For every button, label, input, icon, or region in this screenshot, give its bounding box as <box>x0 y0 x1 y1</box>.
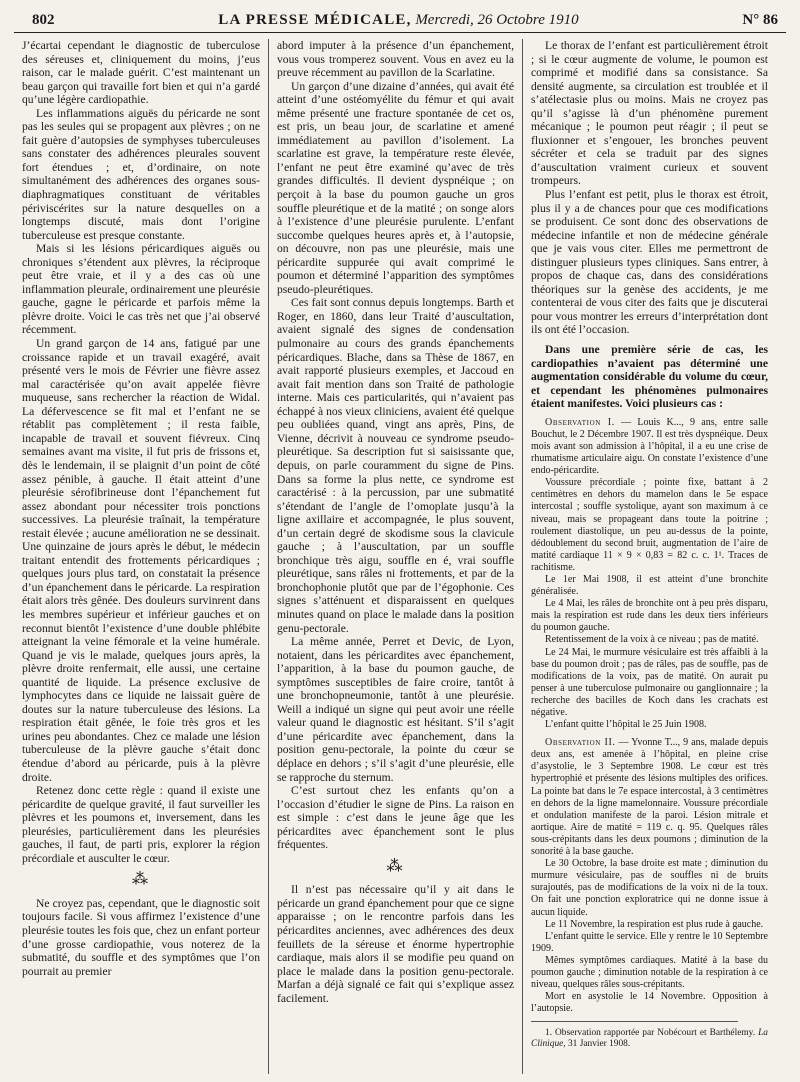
footnote <box>531 1028 768 1050</box>
paragraph: La même année, Perret et Devic, de Lyon, notaient, dans les péricardites avec épanchement, l’apparition, à la base du poumon gauche, de symptômes susceptibles de faire croire, tantôt à une bronchopneumonie, tantôt à une pleurésie. Weill a indiqué un signe qui peut avoir une réelle valeur quand le diagnostic est hésitant. S’il s’agit d’une péricardite avec épanchement, dans la position genu-pectorale, la pointe du cœur se déplace en dehors ; s’il s’agit d’une pleurésie, elle se rapproche du sternum. <box>277 635 514 784</box>
paragraph: Ne croyez pas, cependant, que le diagnostic soit toujours facile. Si vous affirmez l’existence d’une pleurésie toutes les fois que, chez un enfant porteur d’une grosse cardiopathie, vous noterez de la submatité, du souffle et des symptômes que l’on pourrait au premier <box>22 896 260 978</box>
section-separator: ⁂ <box>386 857 405 875</box>
observation-paragraph: Le 30 Octobre, la base droite est mate ; diminution du murmure vésiculaire, pas de souffles ni de bruits surajoutés, pas de modifications de la voix ni de la toux. On fait une ponction exploratrice qui ne donne issue à aucun liquide. <box>531 858 768 918</box>
paragraph: Retenez donc cette règle : quand il existe une péricardite de quelque gravité, il faut surveiller les plèvres et les poumons et, inversement, dans les pleurésies, particulièrement dans les pleurésies gauches, il faut, de parti pris, explorer la région précordiale et ausculter le cœur. <box>22 784 260 865</box>
paragraph: Mais si les lésions péricardiques aiguës ou chroniques s’étendent aux plèvres, la réciproque peut être vraie, et il y a des cas où une inflammation pleurale, ordinairement une pleurésie gauche, gagne le péricarde et parfois même la plèvre droite. Voici le cas très net que j’ai observé récemment. <box>22 242 260 337</box>
observation-heading <box>531 737 768 858</box>
observation-paragraph: Le 1er Mai 1908, il est atteint d’une bronchite généralisée. <box>531 573 768 598</box>
paragraph: Un garçon d’une dizaine d’années, qui avait été atteint d’une ostéomyélite du fémur et qui avait même présenté une fracture spontanée de cet os, est pris, un beau jour, de scarlatine et amené immédiatement au pavillon d’isolement. La scarlatine est grave, la température reste élevée, l’enfant ne peut être examiné qu’avec de très grandes difficultés. Il devient dyspnéique ; on perçoit à la base du poumon gauche un gros souffle pleurétique et de la matité ; on songe alors à l’existence d’une pleurésie purulente. L’enfant succombe quelques heures après et, à l’autopsie, on découvre, non pas une pleurésie, mais une péricardite suppurée qui avait comprimé le poumon et déterminé l’apparition des symptômes pseudo-pleurétiques. <box>277 79 514 296</box>
footnote-date: 31 Janvier 1908. <box>565 1039 631 1050</box>
observation-paragraph: Voussure précordiale ; pointe fixe, battant à 2 centimètres en dehors du mamelon dans le 5e espace intercostal ; souffle systolique, ayant son maximum à ce niveau, mais se propageant dans toute la poitrine ; roulement diastolique, un peu au-dessus de la pointe, dédoublement du second bruit, augmentation de l’aire de matité cardiaque 11 × 9 × 0,83 = 82 c. c. 1¹. Traces de rachitisme. <box>531 477 768 573</box>
paragraph: Il n’est pas nécessaire qu’il y ait dans le péricarde un grand épanchement pour que ce signe apparaisse ; on le rencontre parfois dans les péricardites anciennes, avec adhérences des deux feuillets de la séreuse et énorme hypertrophie cardiaque, mais alors il se modifie peu quand on place le malade dans la position genu-pectorale. Marfan a déjà signalé ce fait qui s’explique assez facilement. <box>277 883 514 1005</box>
paragraph-intro: Dans une première série de cas, les cardiopathies n’avaient pas déterminé une augmentation considérable du volume du cœur, et cependant les phénomènes pulmonaires étaient manifestes. Voici plusieurs cas : <box>531 343 768 411</box>
footnote-rule <box>531 1021 738 1022</box>
paragraph: C’est surtout chez les enfants qu’on a l’occasion d’étudier le signe de Pins. La raison en est simple : c’est dans le jeune âge que les péricardites avec épanchement sont le plus fréquentes. <box>277 784 514 852</box>
observation-paragraph: L’enfant quitte le service. Elle y rentre le 10 Septembre 1909. <box>531 930 768 954</box>
observation-text: — Yvonne T..., 9 ans, malade depuis deux ans, est amenée à l’hôpital, en pleine crise d’asystolie, le 3 Septembre 1908. Le cœur est très hypertrophié et présente des lésions multiples des orifices. La pointe bat dans le 7e espace intercostal, à 3 centimètres en dehors de la ligne mamelonnaire. Voussure précordiale et ondulation manifeste de la paroi. Lésion mitrale et aortique. Aire de matité = 119 c. q. 95. Quelques râles sous-crépitants dans les deux poumons ; diminution de la sonorité à la base gauche. <box>531 737 768 858</box>
column-right <box>522 39 776 1074</box>
issue-number: N° 86 <box>742 12 778 28</box>
paragraph: Plus l’enfant est petit, plus le thorax est étroit, plus il y a de chances pour que ces modifications se produisent. Ce sont donc des observations de médecine infantile et non de médecine générale que je vais vous citer. Elles me permettront de distinguer plusieurs types cliniques. Sans entrer, à propos de chaque cas, dans des considérations théoriques sur la genèse des accidents, je me contenterai de vous citer des faits que je discuterai pour vous montrer les erreurs d’interprétation dont ils ont été l’occasion. <box>531 188 768 337</box>
observation-paragraph: Mêmes symptômes cardiaques. Matité à la base du poumon gauche ; diminution notable de la respiration à ce niveau, quelques râles sous-crépitants. <box>531 954 768 991</box>
journal-name: LA PRESSE MÉDICALE, <box>218 12 412 28</box>
paragraph: Ces fait sont connus depuis longtemps. Barth et Roger, en 1860, dans leur Traité d’auscultation, avaient signalé des signes de condensation pulmonaire au cours des grands épanchements péricardiques. Blache, dans sa Thèse de 1867, en avait rapporté plusieurs exemples, et Jaccoud en avait fait mention dans son Traité de pathologie interne. Mais ces particularités, qui n’avaient pas échappé à nos vieux cliniciens, avaient été quelque peu oubliées quand, vingt ans après, Pins, de Vienne, décrivit à nouveau ce syndrome pseudo-pleurétique. Sa description fut si saisissante que, depuis, on parle couramment du signe de Pins. Dans sa forme la plus nette, ce syndrome est caractérisé : à la percussion, par une submatité s’étendant de l’angle de l’omoplate jusqu’à la ligne axillaire et accompagnée, le plus souvent, d’un certain degré de skodisme sous la clavicule gauche ; à l’auscultation, par un souffle bronchique très aigu, souffle en é, vrai souffle pleurétique, sans râles ni frottements, et par de la bronchophonie plutôt que par de l’égophonie. Ces signes s’atténuent et disparaissent en quelques minutes quand on place le malade dans la position genu-pectorale. <box>277 296 514 635</box>
issue-date: Mercredi, 26 Octobre 1910 <box>411 12 579 28</box>
paragraph: Un grand garçon de 14 ans, fatigué par une croissance rapide et un travail exagéré, avait présenté vers le mois de Février une fièvre assez mal caractérisée qu’on avait appelée fièvre muqueuse, sans rechercher la réaction de Widal. La défervescence se fit mal et l’enfant ne se rétablit pas complètement ; il resta faible, incapable de travail et souvent fiévreux. Cinq semaines avant ma visite, il fut pris de frissons et, dès le lendemain, il se plaignit d’un point de côté assez pénible, à gauche. Il était atteint d’une pleurésie sérofibrineuse dont l’épanchement fut assez abondant pour nécessiter trois ponctions successives. La pleurésie traînait, la température restait élevée ; aucune amélioration ne se dessinait. Une quinzaine de jours après le début, le médecin traitant entendit des frottements péricardiques ; quelques jours plus tard, on constatait la présence d’un épanchement dans le péricarde. La respiration était alors très gênée. Des douleurs survinrent dans les membres supérieur et inférieur gauches et on reconnut bientôt l’existence d’une double phlébite atteignant la veine fémorale et la veine humérale. Quand je vis le malade, quelques jours après, la plèvre droite renfermait, elle aussi, une certaine quantité de liquide. La présence exclusive de lymphocytes dans ce liquide ne laissait guère de doutes sur la nature tuberculeuse des lésions. La respiration était gênée, le foie très gros et les urines peu abondantes. Chez ce malade une lésion tuberculeuse de la plèvre gauche s’était donc étendue d’abord au péricarde, puis à la plèvre droite. <box>22 337 260 784</box>
section-separator: ⁂ <box>132 871 150 889</box>
paragraph: J’écartai cependant le diagnostic de tuberculose des séreuses et, cliniquement du moins, j’eus raison, car le malade guérit. C’est maintenant un beau garçon qui travaille fort bien et qui n’a gardé qu’une légère cardiopathie. <box>22 39 260 107</box>
observation-paragraph: Le 11 Novembre, la respiration est plus rude à gauche. <box>545 918 764 930</box>
paragraph: Les inflammations aiguës du péricarde ne sont pas les seules qui se propagent aux plèvres ; on ne fait guère d’autopsies de symphyses tuberculeuses sans constater des adhérences pleurales souvent fort étendues ; et, d’ordinaire, on note simultanément des adhérences des organes sous-diaphragmatiques constituant de véritables périviscérites sur la nature desquelles on a longtemps discuté, mais dont l’origine tuberculeuse est presque constante. <box>22 106 260 242</box>
observation-text: — Louis K..., 9 ans, entre salle Bouchut, le 2 Décembre 1907. Il est très dyspnéique. Deux mois avant son admission à l’hôpital, il a eu une crise de rhumatisme articulaire aigu. On constate l’existence d’une endo-péricardite. <box>531 416 768 477</box>
observation-paragraph: L’enfant quitte l’hôpital le 25 Juin 1908. <box>545 719 707 731</box>
footnote-text: 1. Observation rapportée par Nobécourt et Barthélemy. <box>545 1028 759 1039</box>
paragraph: Le thorax de l’enfant est particulièrement étroit ; si le cœur augmente de volume, le poumon est comprimé et modifié dans sa consistance. Sa densité augmente, sa circulation est troublée et il s’atélectasie plus ou moins. Mais ne croyez pas qu’il s’agisse là d’un phénomène purement mécanique ; le poumon peut réagir ; il peut se fluxionner et s’engouer, les bronches peuvent sécréter et cela se traduit par des signes d’auscultation vraiment curieux et souvent trompeurs. <box>531 39 768 188</box>
observation-label: Observation II. <box>545 737 616 749</box>
text-columns <box>14 39 786 1074</box>
observation-heading <box>531 417 768 477</box>
page-number: 802 <box>32 12 55 28</box>
observation-1 <box>531 417 768 731</box>
observation-paragraph: Mort en asystolie le 14 Novembre. Opposition à l’autopsie. <box>531 991 768 1015</box>
observation-paragraph: Retentissement de la voix à ce niveau ; pas de matité. <box>545 634 759 646</box>
observation-paragraph: Le 24 Mai, le murmure vésiculaire est très affaibli à la base du poumon droit ; pas de râles, pas de souffle, pas de modifications de la voix, pas de matité. On aurait pu penser à une tuberculose pulmonaire ou ganglionnaire ; la recherche des bacilles de Koch dans les crachats est négative. <box>531 646 768 719</box>
page-header <box>14 12 786 33</box>
column-left <box>14 39 268 1074</box>
footnote-source: La Clinique, <box>531 1028 768 1050</box>
column-middle <box>268 39 522 1074</box>
observation-label: Observation I. <box>545 416 615 428</box>
observation-2 <box>531 737 768 1015</box>
observation-paragraph: Le 4 Mai, les râles de bronchite ont à peu près disparu, mais la respiration est rude dans les deux tiers inférieurs du poumon gauche. <box>531 598 768 634</box>
journal-title <box>218 12 578 29</box>
paragraph: abord imputer à la présence d’un épanchement, vous vous tromperez souvent. Vous en avez eu la preuve récemment au pavillon de la Scarlatine. <box>277 39 514 80</box>
